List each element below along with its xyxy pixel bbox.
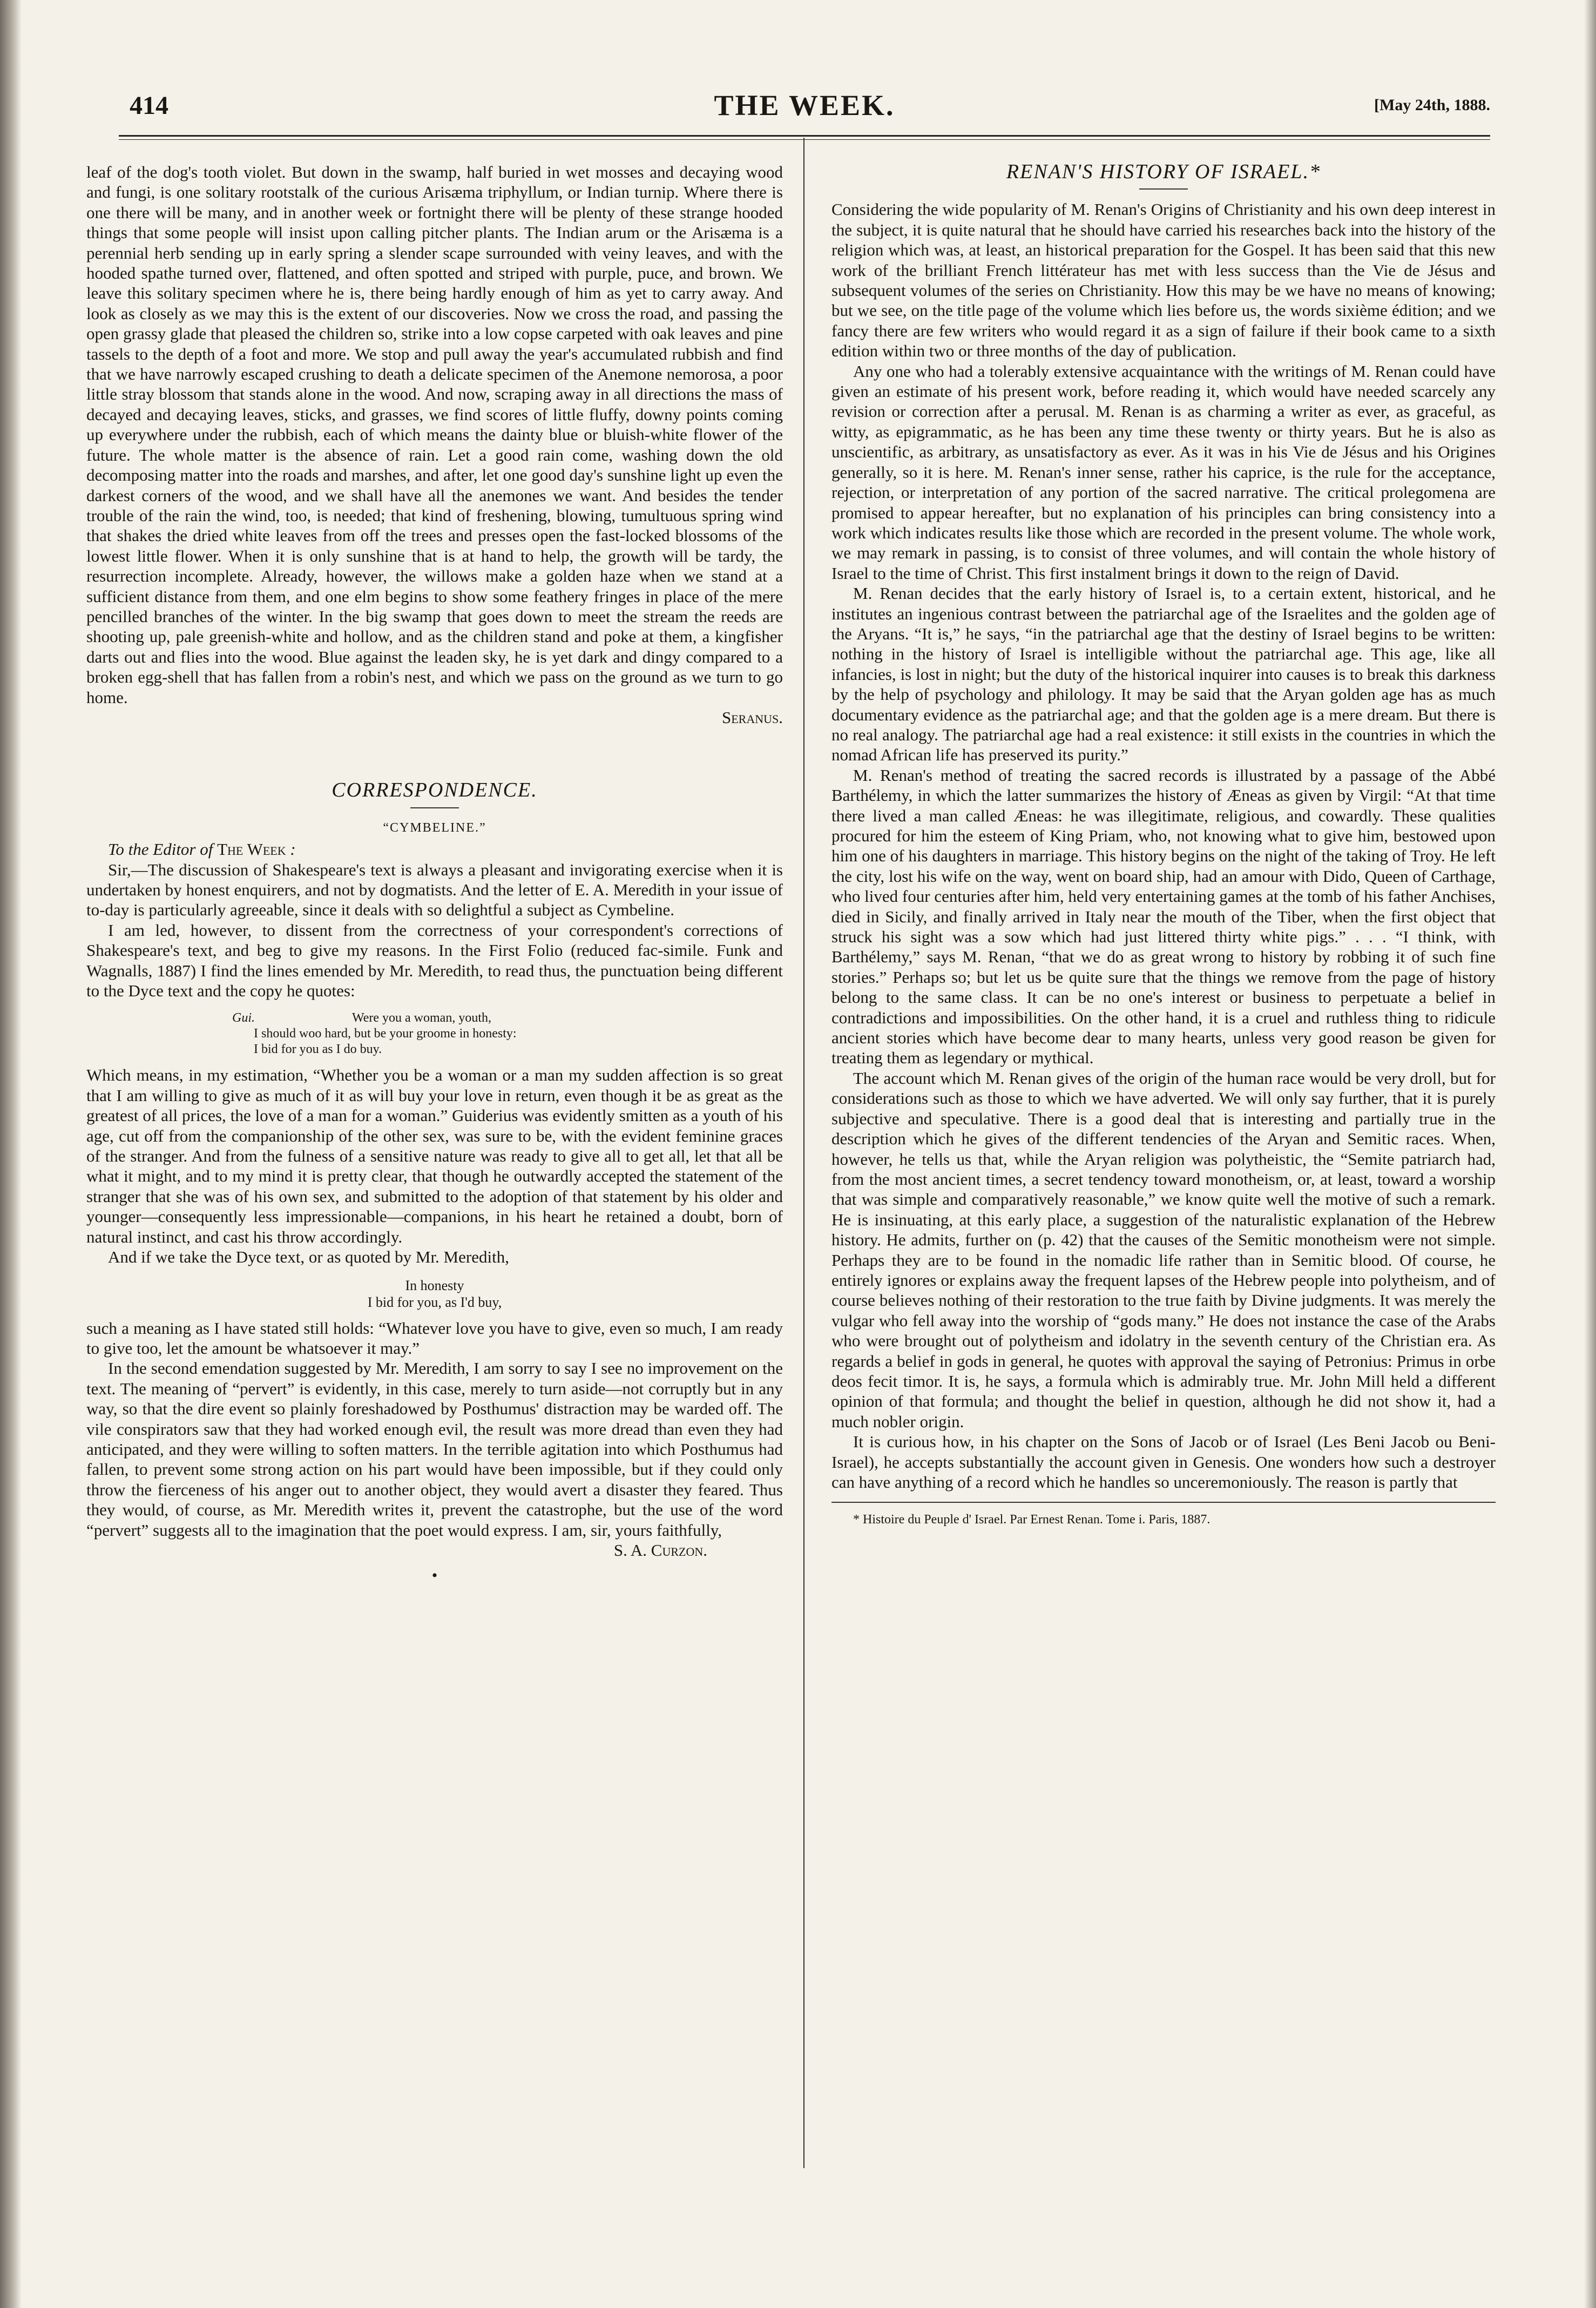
letter-paragraph: And if we take the Dyce text, or as quoted by Mr. Meredith,: [108, 1247, 509, 1267]
salutation-paper: The Week: [217, 840, 286, 859]
masthead-title: THE WEEK.: [714, 89, 895, 122]
heading-rule: [410, 807, 459, 808]
left-column: [86, 162, 783, 1586]
salutation-prefix: To the Editor of: [108, 840, 213, 859]
footnote: * Histoire du Peuple d' Israel. Par Ernest Renan. Tome i. Paris, 1887.: [853, 1513, 1210, 1527]
verse-line: In honesty: [405, 1277, 464, 1293]
author-signature-curzon: S. A. Curzon.: [613, 1540, 707, 1560]
review-paragraph: The account which M. Renan gives of the origin of the human race would be very droll, but for considerations such as those to which we have adverted. We will only say further, that it is purely subjective and speculative. There is a good deal that is interesting and partially true in the description which he gives of the different tendencies of the Aryan and Semitic races. When, however, he tells us that, while the Aryan religion was polytheistic, the “Semite patriarch had, from the most ancient times, a secret tendency toward monotheism, or, at least, toward a worship that was simple and comparatively reasonable,” we know quite well the motive of such a remark. He is insinuating, at this early place, a suggestion of the naturalistic explanation of the Hebrew history. He admits, further on (p. 42) that the causes of the Semitic monotheism were not simple. Perhaps they are to be found in the nomadic life rather than in Semitic blood. Of course, he entirely ignores or explains away the frequent lapses of the Hebrew people into polytheism, and of course believes nothing of their restoration to the true faith by Divine judgments. It was merely the vulgar who fell away into the worship of “gods many.” He does not instance the case of the Arabs who were brought out of polytheism and idolatry in the seventh century of the Christian era. As regards a belief in gods in general, he quotes with approval the saying of Petronius: Primus in orbe deos fecit timor. It is, he says, a formula which is admirably true. Mr. John Mill held a different opinion of that formula; and thought the belief in question, although he did not show it, had a much nobler origin.: [831, 1068, 1496, 1431]
review-paragraph: M. Renan's method of treating the sacred records is illustrated by a passage of the Abbé Barthélemy, in which the latter summarizes the history of Æneas as given by Virgil: “At that time there lived a man called Æneas: he was illegitimate, religious, and cowardly. These qualities procured for him the esteem of King Priam, who, not knowing what to give him, bestowed upon him one of his daughters in marriage. This history begins on the night of the taking of Troy. He left the city, lost his wife on the way, went on board ship, had an amour with Dido, Queen of Carthage, who lived four centuries after him, held very entertaining games at the tomb of his father Anchises, died in Sicily, and finally arrived in Italy near the mouth of the Tiber, when the first object that struck his sight was a sow which had just littered thirty white pigs.” . . . “I think, with Barthélemy,” says M. Renan, “that we do as great wrong to history by robbing it of such fine stories.” Perhaps so; but let us be quite sure that the things we remove from the page of history belong to the same class. It can be no one's interest or business to perpetuate a belief in contradictions and impossibilities. On the other hand, it is a cruel and ruthless thing to ridicule ancient stories which have become dear to many hearts, unless very good reason be given for treating them as legendary or mythical.: [831, 765, 1496, 1068]
footnote-rule: [831, 1502, 1496, 1503]
review-paragraph: Considering the wide popularity of M. Renan's Origins of Christianity and his own deep interest in the subject, it is quite natural that he should have carried his researches back into the history of the religion which was, at least, an historical preparation for the Gospel. It has been said that this new work of the brilliant French littérateur has met with less success than the Vie de Jésus and subsequent volumes of the series on Christianity. How this may be we have no means of knowing; but we see, on the title page of the volume which lies before us, the words sixième édition; and we fancy there are few writers who would regard it as a sign of failure if their book came to a sixth edition within two or three months of the day of publication.: [831, 200, 1496, 361]
verse-text: Were you a woman, youth,: [352, 1011, 491, 1025]
letter-subject: “CYMBELINE.”: [383, 820, 486, 835]
correspondence-heading: CORRESPONDENCE.: [332, 779, 538, 802]
quoted-verse-folio: [86, 1010, 783, 1057]
verse-line: I should woo hard, but be your groome in honesty:: [254, 1027, 517, 1041]
quoted-verse-dyce: [86, 1277, 783, 1311]
letter-paragraph: I am led, however, to dissent from the correctness of your correspondent's corrections of Shakespeare's text, and beg to give my reasons. In the First Folio (reduced fac-simile. Funk and Wagnalls, 1887) I find the lines emended by Mr. Meredith, to read thus, the punctuation being different to the Dyce text and the copy he quotes:: [86, 920, 783, 1001]
header-rule-thin: [119, 139, 1490, 140]
column-divider: [803, 138, 804, 2168]
author-signature-seranus: Seranus.: [721, 707, 783, 727]
verse-line: [86, 1010, 783, 1026]
verse-line: I bid for you, as I'd buy,: [367, 1294, 502, 1310]
heading-rule: [1139, 188, 1188, 190]
letter-paragraph: Sir,—The discussion of Shakespeare's text is always a pleasant and invigorating exercise when it is undertaken by honest enquirers, and not by dogmatists. And the letter of E. A. Meredith in your issue of to-day is particularly agreeable, since it deals with so delightful a subject as Cymbeline.: [86, 860, 783, 920]
letter-paragraph: Which means, in my estimation, “Whether you be a woman or a man my sudden affection is so great that I am willing to give as much of it as will buy your love in return, even though it be as great as the greatest of all prices, the love of a man for a woman.” Guiderius was evidently smitten as a youth of his age, cut off from the companionship of the other sex, was sure to be, with the evident feminine graces of the stranger. And from the fulness of a sensitive nature was ready to give all to get all, let that all be what it might, and to my mind it is pretty clear, that though he outwardly accepted the statement of the stranger that she was of his own sex, and submitted to the adoption of that statement by his older and younger—consequently less impressionable—companions, in his heart he retained a doubt, born of natural instinct, and cast his throw accordingly.: [86, 1065, 783, 1246]
letter-paragraph: In the second emendation suggested by Mr. Meredith, I am sorry to say I see no improvement on the text. The meaning of “pervert” is evidently, in this case, merely to turn aside—not corruptly but in any way, so that the dire event so plainly foreshadowed by Posthumus' distraction may be warded off. The vile conspirators saw that they had worked enough evil, the result was more dread than even they had anticipated, and they were willing to soften matters. In the terrible agitation into which Posthumus had fallen, to prevent some strong action on his part would have been impossible, but if they could only throw the fierceness of his anger out to another object, they would avert a disaster they feared. Thus they would, of course, as Mr. Meredith writes it, prevent the catastrophe, but the use of the word “pervert” suggests all to the imagination that the poet would express. I am, sir, yours faithfully,: [86, 1359, 783, 1540]
page-header: [119, 91, 1490, 134]
review-paragraph: Any one who had a tolerably extensive acquaintance with the writings of M. Renan could have given an estimate of his present work, before reading it, which would have needed scarcely any revision or correction after a perusal. M. Renan is as charming a writer as ever, as graceful, as witty, as epigrammatic, as he has been any time these twenty or thirty years. But he is also as unscientific, as arbitrary, as unsatisfactory as ever. As it was in his Vie de Jésus and his Origines generally, so it is here. M. Renan's inner sense, rather his caprice, is the rule for the acceptance, rejection, or interpretation of any portion of the sacred narrative. The critical prolegomena are promised to appear hereafter, but no explanation of his principles can bring consistency into a work which indicates results like those which are recorded in the present volume. The whole work, we may remark in passing, is to consist of three volumes, and will contain the whole history of Israel to the time of Christ. This first instalment brings it down to the reign of David.: [831, 361, 1496, 583]
review-paragraph: It is curious how, in his chapter on the Sons of Jacob or of Israel (Les Beni Jacob ou Beni-Israel), he accepts substantially the account given in Genesis. One wonders how such a destroyer can have anything of a record which he handles so unceremoniously. The reason is partly that: [831, 1432, 1496, 1492]
page-number: 414: [130, 91, 168, 120]
salutation-suffix: :: [290, 840, 296, 859]
issue-date: [May 24th, 1888.: [1374, 96, 1490, 114]
header-rule: [119, 135, 1490, 137]
review-paragraph: M. Renan decides that the early history of Israel is, to a certain extent, historical, and he institutes an ingenious contrast between the patriarchal age of the Israelites and the golden age of the Aryans. “It is,” he says, “in the patriarchal age that the destiny of Israel begins to be written: nothing in the history of Israel is intelligible without the patriarchal age. This age, like all infancies, is lost in night; but the duty of the historical inquirer into causes is to break this darkness by the help of psychology and philology. It may be said that the Aryan golden age has as much documentary evidence as the patriarchal age; and that the golden age is a mere dream. But there is no real analogy. The patriarchal age had a real existence: it still exists in the countries in which the nomad African life has preserved its purity.”: [831, 584, 1496, 765]
verse-line: I bid for you as I do buy.: [254, 1042, 382, 1057]
book-binding-shadow: [0, 0, 22, 2308]
nature-article-paragraph: leaf of the dog's tooth violet. But down in the swamp, half buried in wet mosses and decaying wood and fungi, is one solitary rootstalk of the curious Arisæma triphyllum, or Indian turnip. Where there is one there will be many, and in another week or fortnight there will be plenty of these strange hooded things that some people will insist upon calling pitcher plants. The Indian arum or the Arisæma is a perennial herb sending up in early spring a slender scape surrounded with veiny leaves, and with the hooded spathe turned over, flattened, and often spotted and striped with purple, puce, and brown. We leave this solitary specimen where he is, there being hardly enough of him as yet to carry away. And look as closely as we may this is the extent of our discoveries. Now we cross the road, and passing the open grassy glade that pleased the children so, strike into a low copse carpeted with oak leaves and pine tassels to the depth of a foot and more. We stop and pull away the year's accumulated rubbish and find that we have narrowly escaped crushing to death a delicate specimen of the Anemone nemorosa, a poor little stray blossom that stands alone in the wood. And now, scraping away in all directions the mass of decayed and decaying leaves, sticks, and grasses, we find scores of little fluffy, downy points coming up everywhere under the rubbish, each of which means the dainty blue or bluish-white flower of the future. The whole matter is the absence of rain. Let a good rain come, washing down the old decomposing matter into the roads and marshes, and after, let one good day's sunshine light up even the darkest corners of the wood, and we shall have all the anemones we want. And besides the tender trouble of the rain the wind, too, is needed; that kind of freshening, blowing, tumultuous spring wind that shakes the dried white leaves from off the trees and presses open the fast-locked blossoms of the lowest little flower. When it is only sunshine that is at hand to help, the growth will be tardy, the resurrection incomplete. Already, however, the willows make a golden haze when we stand at a sufficient distance from them, and one elm begins to show some feathery fringes in place of the mere pencilled branches of the winter. In the big swamp that goes down to meet the stream the reeds are shooting up, pale greenish-white and hollow, and as the children stand and poke at them, a kingfisher darts out and flies into the wood. Blue against the leaden sky, he is yet dark and dingy compared to a broken egg-shell that has fallen from a robin's nest, and which we pass on the ground as we turn to go home.: [86, 163, 783, 707]
letter-paragraph: such a meaning as I have stated still holds: “Whatever love you have to give, even so much, I am ready to give too, let the amount be whatsoever it may.”: [86, 1318, 783, 1358]
verse-speaker: Gui.: [232, 1011, 255, 1025]
page-edge-shadow: [1584, 0, 1596, 2308]
letter-salutation: [86, 839, 783, 859]
end-mark: •: [431, 1567, 438, 1585]
review-heading: RENAN'S HISTORY OF ISRAEL.*: [1006, 160, 1321, 183]
right-column: [831, 162, 1496, 1528]
